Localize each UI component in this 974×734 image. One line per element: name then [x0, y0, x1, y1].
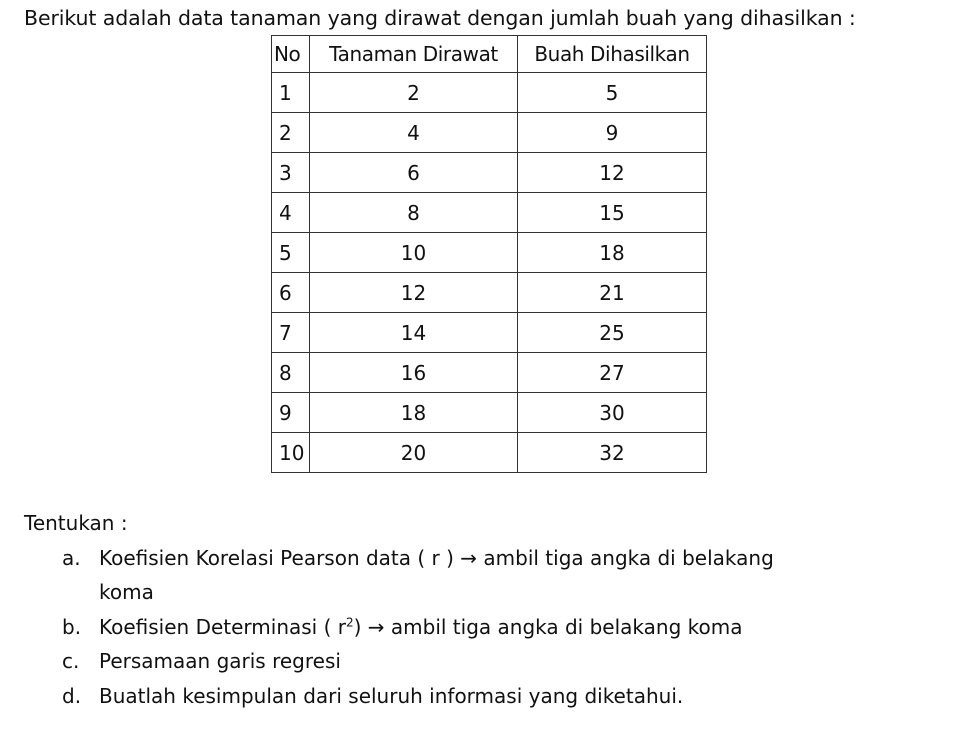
table-row: [272, 393, 707, 433]
task-item-b: [24, 610, 924, 645]
cell-no: 5: [272, 233, 310, 273]
cell-tanaman-dirawat: 20: [310, 433, 518, 473]
cell-buah-dihasilkan: 27: [518, 353, 707, 393]
task-item-a: [24, 541, 924, 610]
task-marker: a.: [62, 545, 81, 570]
cell-buah-dihasilkan: 15: [518, 193, 707, 233]
cell-no: 1: [272, 73, 310, 113]
cell-buah-dihasilkan: 18: [518, 233, 707, 273]
task-marker: b.: [62, 614, 82, 639]
header-buah-dihasilkan: Buah Dihasilkan: [518, 36, 707, 73]
cell-tanaman-dirawat: 4: [310, 113, 518, 153]
table-row: [272, 433, 707, 473]
tasks-section: [24, 506, 924, 713]
table-header-row: [272, 36, 707, 73]
task-text-after: ) → ambil tiga angka di belakang koma: [353, 614, 743, 639]
task-text: Persamaan garis regresi: [99, 649, 341, 673]
cell-no: 10: [272, 433, 310, 473]
intro-text: Berikut adalah data tanaman yang dirawat dengan jumlah buah yang dihasilkan :: [24, 6, 856, 30]
cell-buah-dihasilkan: 32: [518, 433, 707, 473]
cell-tanaman-dirawat: 14: [310, 313, 518, 353]
table-row: [272, 193, 707, 233]
superscript: 2: [345, 614, 354, 629]
cell-no: 3: [272, 153, 310, 193]
table-row: [272, 353, 707, 393]
task-text-before: Koefisien Determinasi ( r: [99, 614, 346, 639]
cell-no: 9: [272, 393, 310, 433]
task-text: Buatlah kesimpulan dari seluruh informasi yang diketahui.: [99, 683, 684, 708]
cell-buah-dihasilkan: 25: [518, 313, 707, 353]
cell-no: 7: [272, 313, 310, 353]
cell-buah-dihasilkan: 30: [518, 393, 707, 433]
table-row: [272, 113, 707, 153]
table-row: [272, 233, 707, 273]
tasks-heading: Tentukan :: [24, 511, 128, 535]
cell-buah-dihasilkan: 21: [518, 273, 707, 313]
task-text: Koefisien Korelasi Pearson data ( r ) → ambil tiga angka di belakang: [99, 545, 774, 570]
cell-tanaman-dirawat: 12: [310, 273, 518, 313]
data-table: [271, 35, 707, 473]
table-row: [272, 153, 707, 193]
cell-tanaman-dirawat: 8: [310, 193, 518, 233]
cell-tanaman-dirawat: 10: [310, 233, 518, 273]
task-text-continuation: koma: [99, 580, 154, 604]
task-text: [99, 610, 924, 645]
task-marker: c.: [62, 649, 80, 673]
table-row: [272, 73, 707, 113]
cell-no: 4: [272, 193, 310, 233]
cell-no: 2: [272, 113, 310, 153]
cell-buah-dihasilkan: 9: [518, 113, 707, 153]
table-body: [272, 73, 707, 473]
table-row: [272, 313, 707, 353]
cell-no: 8: [272, 353, 310, 393]
cell-tanaman-dirawat: 6: [310, 153, 518, 193]
task-marker: d.: [62, 683, 82, 708]
cell-tanaman-dirawat: 2: [310, 73, 518, 113]
task-item-d: [24, 679, 924, 714]
header-tanaman-dirawat: Tanaman Dirawat: [310, 36, 518, 73]
table-row: [272, 273, 707, 313]
cell-tanaman-dirawat: 18: [310, 393, 518, 433]
cell-buah-dihasilkan: 12: [518, 153, 707, 193]
cell-buah-dihasilkan: 5: [518, 73, 707, 113]
task-item-c: [24, 644, 924, 679]
cell-tanaman-dirawat: 16: [310, 353, 518, 393]
cell-no: 6: [272, 273, 310, 313]
task-list: [24, 541, 924, 714]
header-no: No: [272, 36, 310, 73]
